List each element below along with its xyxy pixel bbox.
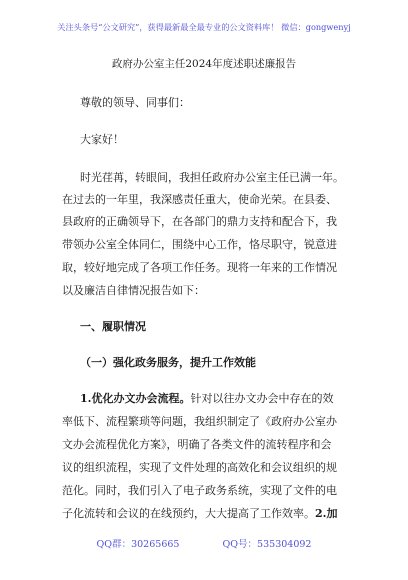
paragraph-line: 议的组织流程，实现了文件处理的高效化和会议组织的规 <box>62 461 337 474</box>
paragraph-line: 文办会流程优化方案》，明确了各类文件的流转程序和会 <box>62 438 332 451</box>
item-text: 子化流转和会议的在线预约，大大提高了工作效率。 <box>62 507 315 520</box>
paragraph-line: 范化。同时，我们引入了电子政务系统，实现了文件的电 <box>62 484 337 497</box>
qq-number: QQ号：535304092 <box>222 539 312 550</box>
paragraph-line: 取，较好地完成了各项工作任务。现将一年来的工作情况 <box>62 261 337 274</box>
paragraph-line: 在过去的一年里，我深感责任重大，使命光荣。在县委、 <box>62 193 337 206</box>
greeting: 尊敬的领导、同事们： <box>80 96 190 109</box>
section-heading: 一、履职情况 <box>80 320 146 333</box>
paragraph-line: 以及廉洁自律情况报告如下： <box>62 284 205 297</box>
paragraph-line <box>62 507 337 521</box>
paragraph-line: 率低下、流程繁琐等问题，我组织制定了《政府办公室办 <box>62 415 337 428</box>
item-lead: 2.加 <box>315 507 338 520</box>
footer-contacts <box>0 536 408 550</box>
document-title: 政府办公室主任2024年度述职述廉报告 <box>111 58 297 70</box>
paragraph-line: 县政府的正确领导下，在各部门的鼎力支持和配合下，我 <box>62 215 337 228</box>
item-lead: 1.优化办文办会流程。 <box>80 392 191 405</box>
header-banner: 关注头条号“公文研究”，获得最新最全最专业的公文资料库！ 微信：gongwenyj <box>57 22 351 32</box>
item-text: 针对以往办文办会中存在的效 <box>190 392 334 405</box>
qq-group-number: QQ群：30265665 <box>96 539 180 550</box>
paragraph-line <box>80 392 333 406</box>
salutation: 大家好！ <box>80 133 124 146</box>
paragraph-line: 时光荏苒，转眼间，我担任政府办公室主任已满一年。 <box>80 171 344 184</box>
subsection-heading: （一）强化政务服务，提升工作效能 <box>80 356 256 369</box>
paragraph-line: 带领办公室全体同仁，围绕中心工作，恪尽职守，锐意进 <box>62 238 337 251</box>
